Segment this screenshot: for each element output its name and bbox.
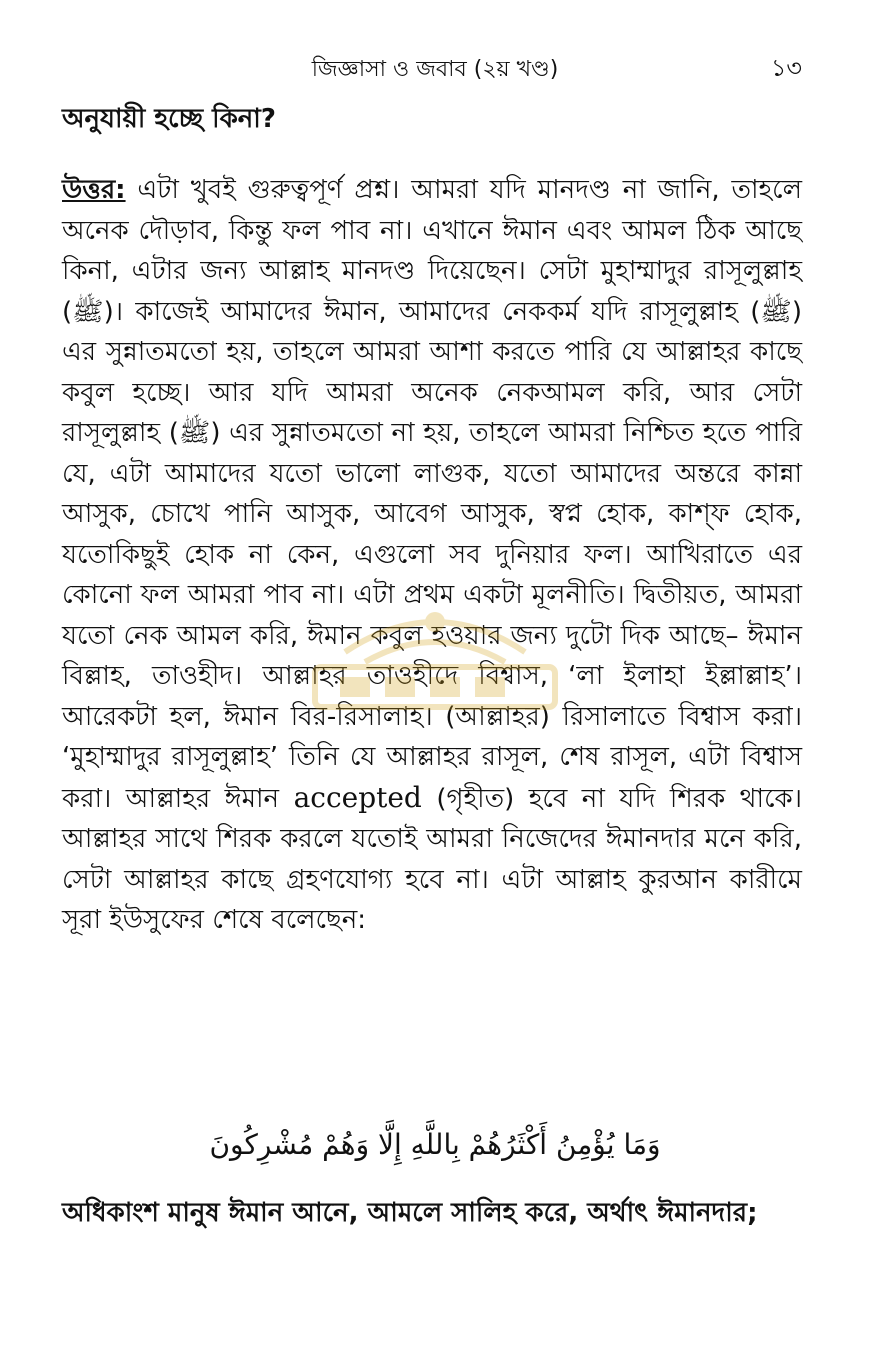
book-title: জিজ্ঞাসা ও জবাব (২য় খণ্ড) bbox=[311, 57, 559, 82]
translation-line: অধিকাংশ মানুষ ঈমান আনে, আমলে সালিহ করে, অর্থাৎ ঈমানদার; bbox=[62, 1198, 758, 1228]
page-number: ১৩ bbox=[770, 54, 802, 82]
question-continuation: অনুযায়ী হচ্ছে কিনা? bbox=[62, 104, 276, 134]
answer-paragraph bbox=[62, 170, 802, 941]
answer-text-part-2: (গৃহীত) হবে না যদি শিরক থাকে। আল্লাহর সাথে শিরক করলে যতোই আমরা নিজেদের ঈমানদার মনে করি, সেটা আল্লাহর কাছে গ্রহণযোগ্য হবে না। এটা আল্লাহ কুরআন কারীমে সূরা ইউসুফের শেষে বলেছেন: bbox=[62, 783, 802, 935]
answer-text-part-1: এটা খুবই গুরুত্বপূর্ণ প্রশ্ন। আমরা যদি মানদণ্ড না জানি, তাহলে অনেক দৌড়াব, কিন্তু ফল পাব না। এখানে ঈমান এবং আমল ঠিক আছে কিনা, এটার জন্য আল্লাহ মানদণ্ড দিয়েছেন। সেটা মুহাম্মাদুর রাসূলুল্লাহ (ﷺ)। কাজেই আমাদের ঈমান, আমাদের নেককর্ম যদি রাসূলুল্লাহ (ﷺ) এর সুন্নাতমতো হয়, তাহলে আমরা আশা করতে পারি যে আল্লাহর কাছে কবুল হচ্ছে। আর যদি আমরা অনেক নেকআমল করি, আর সেটা রাসূলুল্লাহ (ﷺ) এর সুন্নাতমতো না হয়, তাহলে আমরা নিশ্চিত হতে পারি যে, এটা আমাদের যতো ভালো লাগুক, যতো আমাদের অন্তরে কান্না আসুক, চোখে পানি আসুক, আবেগ আসুক, স্বপ্ন হোক, কাশ্‌ফ হোক, যতোকিছুই হোক না কেন, এগুলো সব দুনিয়ার ফল। আখিরাতে এর কোনো ফল আমরা পাব না। এটা প্রথম একটা মূলনীতি। দ্বিতীয়ত, আমরা যতো নেক আমল করি, ঈমান কবুল হওয়ার জন্য দুটো দিক আছে– ঈমান বিল্লাহ, তাওহীদ। আল্লাহর তাওহীদে বিশ্বাস, ‘লা ইলাহা ইল্লাল্লাহ’। আরেকটা হল, ঈমান বির-রিসালাহ। (আল্লাহর) রিসালাতে বিশ্বাস করা। ‘মুহাম্মাদুর রাসূলুল্লাহ’ তিনি যে আল্লাহর রাসূল, শেষ রাসূল, এটা বিশ্বাস করা। আল্লাহর ঈমান bbox=[62, 175, 802, 814]
arabic-verse: وَمَا يُؤْمِنُ أَكْثَرُهُمْ بِاللَّهِ إِلَّا وَهُمْ مُشْرِكُونَ bbox=[209, 1128, 661, 1161]
running-header bbox=[0, 48, 870, 88]
answer-label: উত্তর: bbox=[62, 175, 126, 205]
answer-latin-word: accepted bbox=[293, 780, 422, 814]
